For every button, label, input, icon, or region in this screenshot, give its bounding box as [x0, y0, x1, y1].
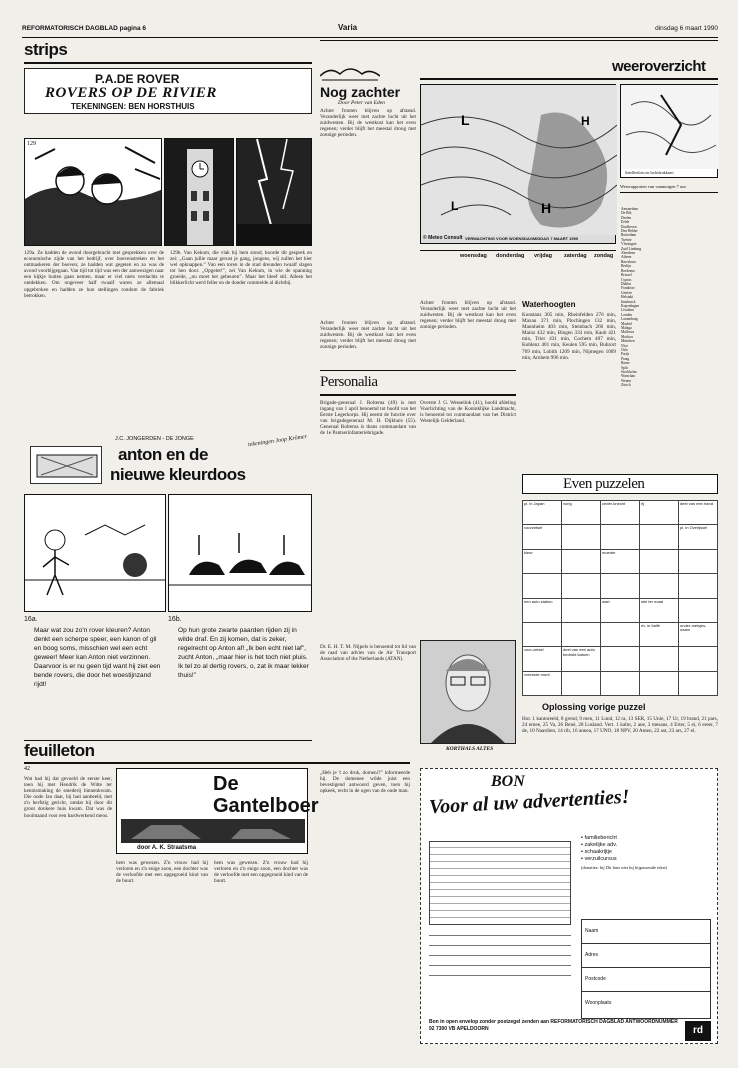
puzzle-answer-cell[interactable]: [640, 647, 679, 671]
weather-city: Oslo: [621, 348, 628, 352]
city-field[interactable]: [582, 992, 710, 1016]
weather-city: Warschau: [621, 374, 636, 379]
weather-city: Mallorca: [621, 330, 634, 335]
order-note: (donaties: bij Dit huis niet bij bijpassende tekst): [581, 865, 668, 870]
boys-illustration: [25, 139, 162, 246]
personalia-heading: Personalia: [320, 374, 378, 390]
masthead: [22, 22, 718, 36]
puzzle-answer-cell[interactable]: [640, 525, 679, 549]
svg-text:H: H: [581, 114, 590, 128]
weather-city: Parijs: [621, 352, 630, 357]
anton-drawing-b: [169, 495, 312, 612]
weather-city: Den Helder: [621, 229, 638, 234]
weather-table-heading: Weerrapporten van vanmorgen 7 uur: [620, 184, 687, 189]
satellite-image: [621, 85, 719, 169]
puzzle-clue-cell: voorzetsel: [523, 525, 562, 549]
puzzle-answer-cell[interactable]: [640, 672, 679, 696]
rover-author: P.A.DE ROVER: [95, 72, 180, 86]
weather-city: Twente: [621, 237, 632, 242]
lightning-illustration: [237, 139, 312, 246]
puzzle-clue-cell: vurig: [562, 501, 601, 525]
anton-title-line1: anton en de: [118, 445, 208, 464]
anton-drawing-a: [25, 495, 166, 612]
puzzle-clue-cell: deel van een auto bedrukt katoen: [562, 647, 601, 671]
water-text: Konstanz 305 min, Rheinfelden 276 min, Maxau 371 min, Plochingen 132 min, Mannheim 403 min, Steinbach 266 min, Mainz 432 min, Bingen 333 min, Kaub 421 min, Trier 431 min, Cochem 407 min, Koblenz 401 min, Keulen 595 min, Ruhrort 769 min, Lobith 1209 min, Nijmegen 1009 min, Arnhem 996 min.: [522, 312, 616, 361]
weather-city: Londen: [621, 312, 632, 317]
weather-city: Bordeaux: [621, 268, 635, 273]
puzzle-answer-cell[interactable]: [679, 672, 718, 696]
puzzle-clue-cell: riv. in Italië: [640, 623, 679, 647]
weather-lower-text-1: Achter fronten blijven op afstand. Veranderlijk weer met zachte lucht uit het zuidwesten. Bij de westkust kan het even regenen; verder blijft het meestal droog met zonnige perioden.: [320, 320, 416, 351]
book-cover: [116, 768, 319, 854]
weather-city: Aberdeen: [621, 251, 635, 256]
svg-text:L: L: [451, 199, 459, 213]
feuilleton-heading: feuilleton: [24, 741, 95, 760]
puzzle-answer-cell[interactable]: [601, 647, 640, 671]
weather-city: Nice: [621, 343, 628, 348]
weather-city: Zürich: [621, 383, 631, 388]
rd-logo-icon: rd: [685, 1021, 711, 1041]
weather-city: Vlissingen: [621, 242, 637, 247]
puzzle-clue-cell: pl. in Japan: [523, 501, 562, 525]
puzzle-clue-cell: pl. in Overijssel: [679, 525, 718, 549]
anton-sub: tekeningen Joop Krömer: [247, 433, 308, 449]
ad-writing-grid[interactable]: [429, 841, 571, 925]
puzzle-answer-cell[interactable]: [679, 647, 718, 671]
ad-form: [581, 919, 711, 1019]
puzzle-answer-cell[interactable]: [601, 672, 640, 696]
check-course: verzuilcursus: [584, 856, 617, 862]
book-title-line2: Gantelboer: [213, 795, 319, 817]
solution-text: Hor. 1 kantoreeld, 8 grend, 9 men, 11 Lund, 12 ra, 13 SER, 15 Unie, 17 Ur, 19 brand, 21 pars, 24 ernee, 25 Va, 26 René, 28 Lusland. Vert. 1 kalm, 2 ane, 3 mesaus, 4 Erter, 5 ei, 6 ereer, 7 de, 10 Naardien, 14 rib, 16 annea, 17 UNO, 18 NPV, 20 Amen, 22 ast, 23 ars, 27 el.: [522, 716, 718, 735]
weather-lower-text-2: Achter fronten blijven op afstand. Veranderlijk weer met zachte lucht uit het zuidwesten. Bij de westkust kan het even regenen; verder blijft het meestal droog met zonnige perioden.: [420, 300, 516, 331]
puzzle-answer-cell[interactable]: [562, 525, 601, 549]
checkbox-icon[interactable]: ▪: [581, 849, 585, 855]
portrait-photo: [420, 640, 516, 744]
postcode-label: Postcode: [585, 976, 606, 982]
name-field[interactable]: [582, 920, 710, 944]
farm-illustration: [121, 819, 305, 843]
puzzle-clue-cell: deel van een hand: [679, 501, 718, 525]
puzzle-grid: [522, 500, 718, 696]
address-label: Adres: [585, 952, 599, 958]
masthead-paper: REFORMATORISCH DAGBLAD pagina 6: [22, 25, 146, 32]
rover-panel-1: [24, 138, 162, 246]
rover-banner: [24, 68, 312, 114]
map-logo: © Meteo Consult: [423, 235, 463, 241]
weather-city: Cyprus: [621, 277, 632, 282]
puzzle-clue-cell: voor-zetsel: [523, 647, 562, 671]
puzzle-answer-cell[interactable]: [562, 672, 601, 696]
puzzle-clue-cell: moeder: [601, 550, 640, 574]
masthead-rule: [22, 37, 718, 38]
strips-heading: strips: [24, 40, 68, 59]
weather-map: [420, 84, 616, 244]
personalia-text-a: Brigade-generaal J. Roltema (49) is met ingang van 1 april benoemd tot hoofd van het Eerste Legerkorps. Hij neemt de functie over van brigadegeneraal M. H. Dijkhuis (55). Generaal Roltema is thans commandant van de 1e Pantserinfanteriebrigade.: [320, 400, 416, 437]
puzzle-answer-cell[interactable]: [562, 550, 601, 574]
verse-a-text: Maar wat zou zo'n rover kleuren? Anton denkt een scherpe speer, een kanon of gil en boog soms, misschien wel een echt geweer! Meer kan Anton niet verzinnen. Daarvoor is er nu geen tijd want hij ziet een bende rovers, die door het woestijnzand rijdt!: [34, 627, 161, 688]
masthead-date: dinsdag 6 maart 1990: [655, 25, 718, 32]
puzzle-clue-cell: kleur: [523, 550, 562, 574]
weather-city: Frankfort: [621, 286, 635, 291]
weather-byline: Door Peter van Eden: [338, 100, 385, 106]
puzzle-clue-cell: onder-meisjes-naam: [679, 623, 718, 647]
puzzle-answer-cell[interactable]: [523, 623, 562, 647]
weather-city: Rotterdam: [621, 233, 637, 238]
city-label: Woonplaats: [585, 1000, 612, 1006]
weather-top-rule: [320, 40, 718, 41]
weather-city: Praag: [621, 356, 630, 361]
weather-city: Eindhoven: [621, 224, 637, 229]
weather-city: Malaga: [621, 325, 632, 330]
weather-city: Moskou: [621, 334, 633, 339]
map-footer: VERWACHTING VOOR WOENSDAGMIDDAG 7 MAART 1990: [465, 236, 579, 241]
forecast-day-1: woensdag: [460, 253, 487, 259]
solution-title: Oplossing vorige puzzel: [542, 702, 646, 712]
satellite-map: [620, 84, 718, 178]
weather-city-table: [620, 207, 718, 388]
weather-city: München: [621, 339, 635, 344]
anton-box-icon: [30, 446, 102, 484]
weather-city: Stockholm: [621, 370, 637, 375]
check-family: familiebericht: [584, 835, 617, 841]
weather-row: [620, 383, 718, 387]
puzzle-answer-cell[interactable]: [562, 574, 601, 598]
puzzle-heading-box: [522, 474, 718, 494]
weather-city: Berlijn: [621, 264, 631, 269]
puzzle-answer-cell[interactable]: [679, 550, 718, 574]
feuilleton-column-1: Wat had hij dat gevoeld de eerste keer, toen hij met Hendrik de Witte ter kennismaking de smederij binnenkwam. Die oude Jan daar, hij had aanbeeld, met z'n herfstig gericht, omdat hij door dit groot donkere huis kwam. Dat was de hooimaand voor een hardwerkend mens.: [24, 776, 112, 819]
weather-column-icon: [320, 62, 380, 82]
weather-city: Innsbruck: [621, 299, 636, 304]
puzzle-clue-cell: rij: [640, 501, 679, 525]
ad-order-lines: [429, 929, 571, 985]
rover-caption-a: 129a. Ze hadden de avond doorgebracht met gesprekken over de economische zijde van het bedrijf, over boevenstreken en het ontmaskeren der boeven; ze hadden wat gegeten en zo was de avond voorbijgegaan. Van tijd tot tijd was een der aanwezigen naar een kijkje buiten gaan nemen, maar er viel niets verdachts te ontdekken. Om ongeveer half twaalf waren ze allemaal opgebroken en hadden ze hun stellingen rondom de fabriek betrokken.: [24, 250, 164, 299]
weather-city: Deelen: [621, 215, 632, 220]
weather-rule: [420, 78, 718, 80]
svg-text:H: H: [541, 200, 552, 216]
puzzle-clue-cell: wart: [601, 599, 640, 623]
puzzle-answer-cell[interactable]: [640, 550, 679, 574]
ad-coupon: [420, 768, 718, 1044]
puzzle-answer-cell[interactable]: [601, 574, 640, 598]
address-field[interactable]: [582, 944, 710, 968]
weather-table: [620, 192, 718, 518]
ad-banner-1: BON: [491, 773, 525, 790]
forecast-day-3: vrijdag: [534, 253, 553, 259]
book-author: door A. K. Straatsma: [137, 845, 197, 851]
weather-city: Athene: [621, 255, 632, 260]
weather-city: Lissabon: [621, 308, 634, 313]
puzzle-answer-cell[interactable]: [562, 599, 601, 623]
portrait-caption: KORTHALS ALTES: [446, 746, 494, 752]
check-chess: schaakrijtje: [584, 849, 612, 855]
isobar-map: [421, 85, 617, 235]
feuilleton-column-2: hem was gewezen. Z'n vrouw had hij verloren en z'n enige zoon, een dochter was de verloofde met een opgegroeid kind van de buurt.: [116, 860, 208, 885]
ad-footer: Bon in open envelop zonder postzegel zenden aan REFORMATORISCH DAGBLAD ANTWOORDNUMMER 92 7300 VB APELDOORN: [429, 1019, 678, 1032]
weather-city: Luxemburg: [621, 317, 638, 322]
water-title: Waterhoogten: [522, 300, 576, 309]
checkbox-icon[interactable]: ▪: [581, 835, 585, 841]
anton-title-line2: nieuwe kleurdoos: [110, 465, 246, 484]
check-business: zakelijke adv.: [584, 842, 618, 848]
puzzle-answer-cell[interactable]: [562, 623, 601, 647]
puzzle-answer-cell[interactable]: [679, 599, 718, 623]
personalia-top-rule: [320, 370, 516, 371]
forecast-day-5: zondag: [594, 253, 614, 259]
weather-city: Barcelona: [621, 259, 636, 264]
personalia-text-c: Overste J. G. Wesselink (41), hoofd afdeling Voorlichting van de Koninklijke Landmacht, is benoemd tot commandant van het District Westelijk Gelderland.: [420, 400, 516, 425]
verse-b-number: 16b.: [168, 616, 182, 623]
puzzle-clue-cell: vreemde munt: [523, 672, 562, 696]
puzzle-answer-cell[interactable]: [601, 623, 640, 647]
verse-b-text: Op hun grote zwarte paarden rijden zij in wilde draf. En zij komen, dat is zeker, regelrecht op Anton af! „Ik ben echt niet laf”, zucht Anton, „maar hier is het toch niet pluis. Ik tel zo al dertig rovers, o, zat ik maar lekker thuis!”: [178, 627, 309, 679]
anton-panel-b: [168, 494, 312, 612]
personalia-text-b: Dr. E. H. T. M. Nijpels is benoemd tot lid van de raad van advies van de Air Transport Association of the Netherlands (ATAN).: [320, 644, 416, 663]
satellite-caption: Satellietfoto en luchtdrukkaart: [625, 170, 674, 175]
book-title-line1: De: [213, 773, 239, 795]
feuilleton-column-3: hem was gewezen. Z'n vrouw had hij verloren en z'n enige zoon, een dochter was de verloofde met een opgegroeid kind van de buurt.: [214, 860, 308, 885]
weather-column-text: Achter fronten blijven op afstand. Veranderlijk weer met zachte lucht uit het zuidwesten. Bij de westkust kan het even regenen; verder blijft het meestal droog met zonnige perioden.: [320, 108, 416, 139]
weather-city: Zuid Limburg: [621, 246, 642, 251]
weather-city: Madrid: [621, 321, 632, 326]
masthead-section: Varia: [338, 23, 358, 32]
clock-tower-illustration: [165, 139, 234, 246]
rover-title: ROVERS OP DE RIVIER: [45, 85, 217, 101]
weather-city: De Bilt: [621, 211, 632, 216]
weather-city: Amsterdam: [621, 207, 638, 211]
verse-a-number: 16a.: [24, 616, 38, 623]
anton-panel-a: [24, 494, 166, 612]
weather-city: Kopenhagen: [621, 303, 640, 308]
ad-checklist: [581, 835, 711, 870]
weather-city: Eelde: [621, 220, 630, 225]
postcode-field[interactable]: [582, 968, 710, 992]
rover-panel-2: [164, 138, 234, 246]
puzzle-clue-cell: een auto station: [523, 599, 562, 623]
puzzle-answer-cell[interactable]: [523, 574, 562, 598]
puzzle-answer-cell[interactable]: [601, 525, 640, 549]
puzzle-answer-cell[interactable]: [640, 574, 679, 598]
weather-heading: weeroverzicht: [612, 58, 706, 75]
svg-text:L: L: [461, 112, 470, 128]
forecast-day-4: zaterdag: [564, 253, 587, 259]
feuilleton-column-4: „Heb je 't zo druk, domeni?” informeerde hij. De domenee wilde juist een bevestigend antwoord geven, toen hij opkeek, recht in de ogen van de oude man.: [320, 770, 410, 795]
rover-panel-number: 129: [27, 141, 36, 147]
personalia-rule: [320, 394, 516, 396]
weather-city: Split: [621, 365, 628, 370]
weather-column-title: Nog zachter: [320, 84, 401, 100]
ad-banner-2: Voor al uw advertenties!: [428, 785, 630, 819]
name-label: Naam: [585, 928, 599, 934]
rover-credit: TEKENINGEN: BEN HORSTHUIS: [71, 102, 195, 111]
weather-city: Helsinki: [621, 295, 634, 300]
weather-city: Wenen: [621, 378, 631, 383]
forecast-strip: [420, 250, 616, 290]
weather-city: Dublin: [621, 281, 631, 286]
rover-caption-b: 129b. Van Kekum, die vlak bij hem stond, boorde dit gesprek en zei: „Gaan jullie maar gerust je gang, jongens, wij zullen het hier wel opknappen.” Van een toren in de stad dreunden twaalf slagen tot hen door. „Opgelet!”, zei Van Kekum, in wie de spanning groeide, „nu moet het gebeuren”. Maar het bleef stil. Alleen het blikkerlicht werd feller en de donder rommelde al dichtbij.: [170, 250, 312, 287]
weather-city: Genève: [621, 290, 632, 295]
forecast-day-2: donderdag: [496, 253, 525, 259]
feuilleton-number: 42: [24, 766, 30, 772]
checkbox-icon[interactable]: ▪: [581, 842, 585, 848]
checkbox-icon[interactable]: ▪: [581, 856, 585, 862]
puzzle-answer-cell[interactable]: [679, 574, 718, 598]
weather-city: Rome: [621, 361, 630, 366]
feuilleton-rule: [24, 762, 410, 764]
rover-panel-3: [236, 138, 312, 246]
puzzle-clue-cell: stel ter maat: [640, 599, 679, 623]
anton-credit: J.C. JONGERDEN - DE JONGE: [115, 436, 194, 442]
puzzle-heading: Even puzzelen: [563, 476, 645, 492]
weather-city: Brussel: [621, 273, 632, 278]
puzzle-clue-cell: ceder-knecht: [601, 501, 640, 525]
strips-rule: [24, 62, 312, 64]
